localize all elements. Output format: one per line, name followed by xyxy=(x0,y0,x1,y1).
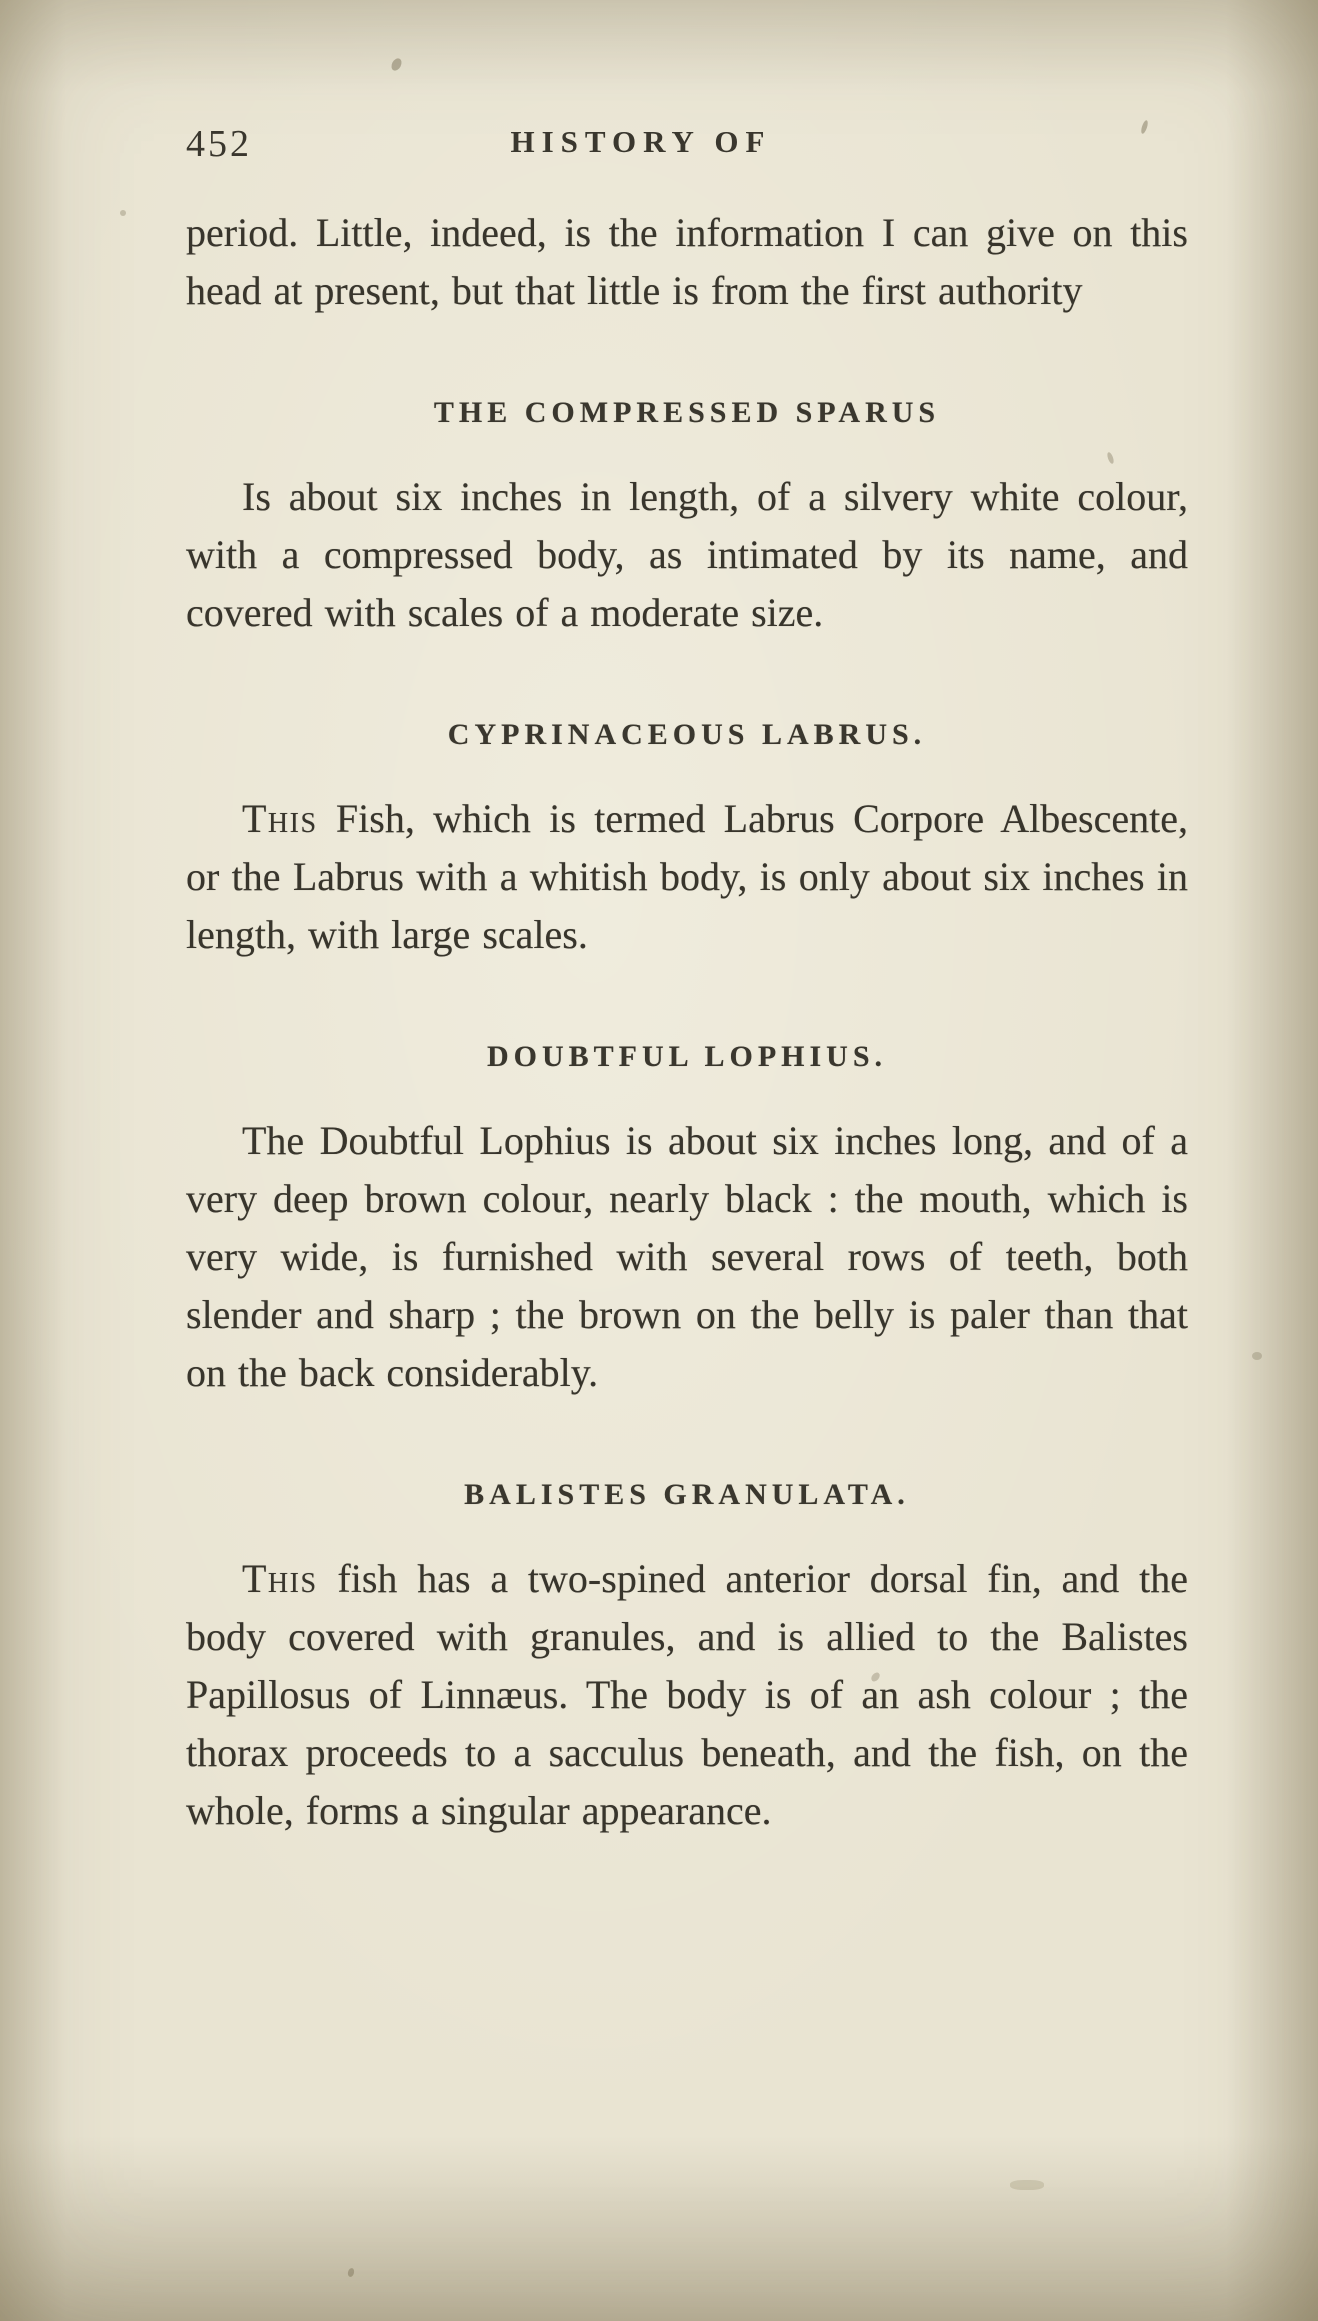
section-heading-cyprinaceous-labrus: CYPRINACEOUS LABRUS. xyxy=(447,718,927,751)
section-paragraph-compressed-sparus: Is about six inches in length, of a silvery white colour, with a compressed body, as intimated by its name, and covered with scales of a moderate size. xyxy=(186,474,1188,635)
section-paragraph-balistes-granulata xyxy=(186,1550,1188,1840)
paper-speck xyxy=(389,57,403,73)
leadword-smallcaps: This xyxy=(242,796,318,841)
section-paragraph-cyprinaceous-labrus xyxy=(186,790,1188,964)
leadword-smallcaps: This xyxy=(242,1556,318,1601)
running-header: HISTORY OF xyxy=(510,124,772,159)
paper-speck xyxy=(1010,2180,1044,2190)
page-header xyxy=(186,118,1188,170)
section-heading-balistes-granulata: BALISTES GRANULATA. xyxy=(464,1478,910,1511)
paper-speck xyxy=(120,210,126,216)
paragraph-text: fish has a two-spined anterior dorsal fin, and the body covered with granules, and is allied to the Balistes Papillosus of Linnæus. The body is of an ash colour ; the thorax proceeds to a sacculus beneath, and the fish, on the whole, forms a singular appearance. xyxy=(186,1556,1188,1833)
section-heading-doubtful-lophius: DOUBTFUL LOPHIUS. xyxy=(486,1040,888,1073)
intro-paragraph: period. Little, indeed, is the information I can give on this head at present, but that little is from the first authority xyxy=(186,210,1188,313)
paper-speck xyxy=(1252,1352,1262,1360)
page-number: 452 xyxy=(186,123,252,165)
section-heading-compressed-sparus: THE COMPRESSED SPARUS xyxy=(433,396,941,429)
paragraph-text: Fish, which is termed Labrus Corpore Albescente, or the Labrus with a whitish body, is only about six inches in length, with large scales. xyxy=(186,796,1188,957)
text-column xyxy=(186,118,1188,1840)
section-paragraph-doubtful-lophius: The Doubtful Lophius is about six inches long, and of a very deep brown colour, nearly black : the mouth, which is very wide, is furnished with several rows of teeth, both slender and sharp ; the brown on the belly is paler than that on the back considerably. xyxy=(186,1118,1188,1395)
paper-speck xyxy=(347,2267,355,2277)
